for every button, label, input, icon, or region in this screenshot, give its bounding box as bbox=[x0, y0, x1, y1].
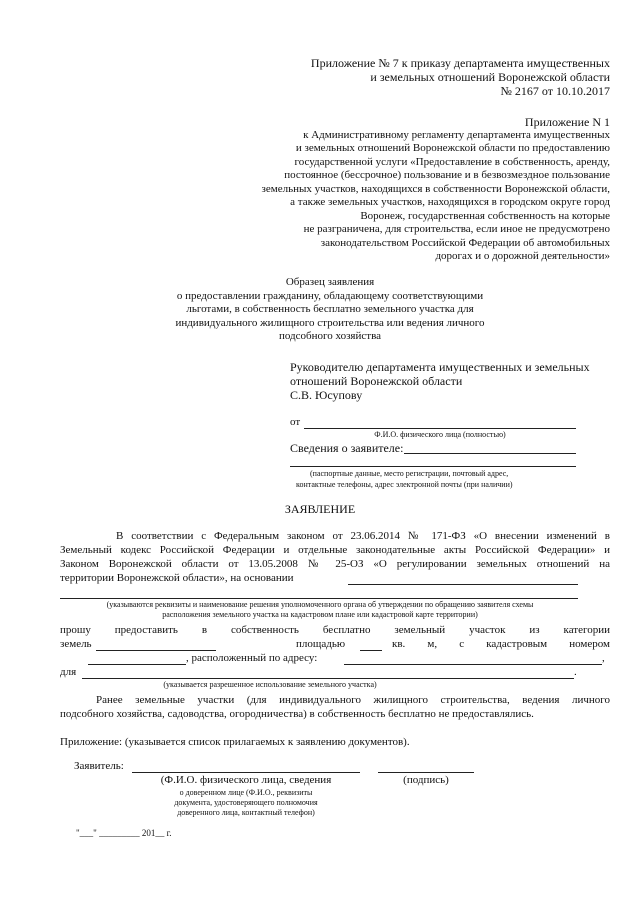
fio-hint: Ф.И.О. физического лица (полностью) bbox=[374, 430, 506, 439]
applicant-hint: (Ф.И.О. физического лица, сведения bbox=[160, 774, 332, 786]
signature-hint: (подпись) bbox=[403, 774, 449, 786]
order-reference-line-2: и земельных отношений Воронежской области bbox=[370, 70, 610, 84]
paragraph-line: В соответствии с Федеральным законом от 23.06.2014 № 171-ФЗ «О внесении изменений в bbox=[116, 530, 610, 542]
addressee-line: С.В. Юсупову bbox=[290, 388, 363, 402]
sample-heading-line: льготами, в собственность бесплатно земельного участка для bbox=[186, 303, 474, 315]
order-reference-line-3: № 2167 от 10.10.2017 bbox=[500, 84, 610, 98]
basis-input-line-2[interactable] bbox=[60, 598, 578, 599]
sample-heading-line: о предоставлении гражданину, обладающему соответствующими bbox=[176, 290, 484, 302]
decision-hint: (указываются реквизиты и наименование решения уполномоченного органа об утверждении по обращению заявителя схемы bbox=[106, 600, 534, 609]
sample-heading-line: подсобного хозяйства bbox=[278, 330, 381, 342]
basis-input-line[interactable] bbox=[348, 584, 578, 585]
addressee-line: отношений Воронежской области bbox=[290, 374, 463, 388]
date-line[interactable]: "___" _________ 201__ г. bbox=[76, 828, 172, 838]
applicant-hint: доверенного лица, контактный телефон) bbox=[177, 808, 315, 817]
paragraph-line: территории Воронежской области», на основании bbox=[60, 572, 294, 584]
decision-hint: расположения земельного участка на кадастровом плане или кадастровой карте территории) bbox=[162, 610, 478, 619]
permitted-use-input-line[interactable] bbox=[82, 678, 574, 679]
land-category-input-line[interactable] bbox=[96, 650, 216, 651]
fio-input-line[interactable] bbox=[304, 428, 576, 429]
attachment-line: Приложение: (указывается список прилагаемых к заявлению документов). bbox=[60, 736, 410, 748]
comma: , bbox=[602, 652, 605, 664]
paragraph-line: для bbox=[60, 666, 77, 678]
period: . bbox=[574, 666, 577, 678]
address-input-line[interactable] bbox=[344, 664, 602, 665]
appendix-line: государственной услуги «Предоставление в собственность, аренду, bbox=[294, 156, 610, 168]
applicant-info-hint: (паспортные данные, место регистрации, почтовый адрес, bbox=[310, 469, 509, 478]
paragraph-line: кв. м, с кадастровым номером bbox=[392, 638, 610, 650]
appendix-line: постоянное (бессрочное) пользование и в безвозмездное пользование bbox=[284, 169, 610, 181]
appendix-line: а также земельных участков, находящихся в городском округе город bbox=[290, 196, 610, 208]
appendix-line: дорогах и о дорожной деятельности» bbox=[435, 250, 610, 262]
appendix-title: Приложение N 1 bbox=[524, 115, 610, 129]
applicant-label: Заявитель: bbox=[74, 760, 124, 772]
area-input-line[interactable] bbox=[360, 650, 382, 651]
paragraph-line: Законом Воронежской области от 13.05.2008 № 25-ОЗ «О регулировании земельных отношений на bbox=[60, 558, 610, 570]
cadastral-number-input-line[interactable] bbox=[88, 664, 186, 665]
appendix-line: Воронеж, государственная собственность на которые bbox=[360, 210, 610, 222]
applicant-name-input-line[interactable] bbox=[132, 772, 360, 773]
applicant-info-hint: контактные телефоны, адрес электронной почты (при наличии) bbox=[296, 480, 513, 489]
sample-heading-line: Образец заявления bbox=[285, 276, 375, 288]
appendix-line: не разграничена, для строительства, если иное не предусмотрено bbox=[303, 223, 610, 235]
permitted-use-hint: (указывается разрешенное использование земельного участка) bbox=[163, 680, 377, 689]
signature-input-line[interactable] bbox=[378, 772, 474, 773]
applicant-hint: о доверенном лице (Ф.И.О., реквизиты bbox=[179, 788, 313, 797]
appendix-line: земельных участков, находящихся в собственности Воронежской области, bbox=[261, 183, 610, 195]
appendix-line: законодательством Российской Федерации об автомобильных bbox=[320, 237, 610, 249]
paragraph-line: Ранее земельные участки (для индивидуального жилищного строительства, ведения личного bbox=[96, 694, 610, 706]
from-label: от bbox=[290, 416, 301, 428]
paragraph-line: , расположенный по адресу: bbox=[186, 652, 318, 664]
paragraph-line: площадью bbox=[296, 638, 346, 650]
statement-title: ЗАЯВЛЕНИЕ bbox=[284, 502, 356, 516]
paragraph-line: земель bbox=[60, 638, 92, 650]
applicant-info-input-line[interactable] bbox=[404, 453, 576, 454]
paragraph-line: подсобного хозяйства, садоводства, огородничества) в собственность бесплатно не предоставлялись. bbox=[60, 708, 534, 720]
appendix-line: к Административному регламенту департамента имущественных bbox=[303, 129, 610, 141]
sample-heading-line: индивидуального жилищного строительства или ведения личного bbox=[175, 317, 485, 329]
applicant-info-input-line-2[interactable] bbox=[290, 466, 576, 467]
paragraph-line: Земельный кодекс Российской Федерации и отдельные законодательные акты Российской Федерации» и bbox=[60, 544, 610, 556]
paragraph-line: прошу предоставить в собственность бесплатно земельный участок из категории bbox=[60, 624, 610, 636]
applicant-hint: документа, удостоверяющего полномочия bbox=[174, 798, 318, 807]
addressee-line: Руководителю департамента имущественных и земельных bbox=[290, 360, 590, 374]
order-reference-line-1: Приложение № 7 к приказу департамента имущественных bbox=[310, 56, 610, 70]
appendix-line: и земельных отношений Воронежской области по предоставлению bbox=[295, 142, 610, 154]
applicant-info-label: Сведения о заявителе: bbox=[290, 441, 404, 455]
